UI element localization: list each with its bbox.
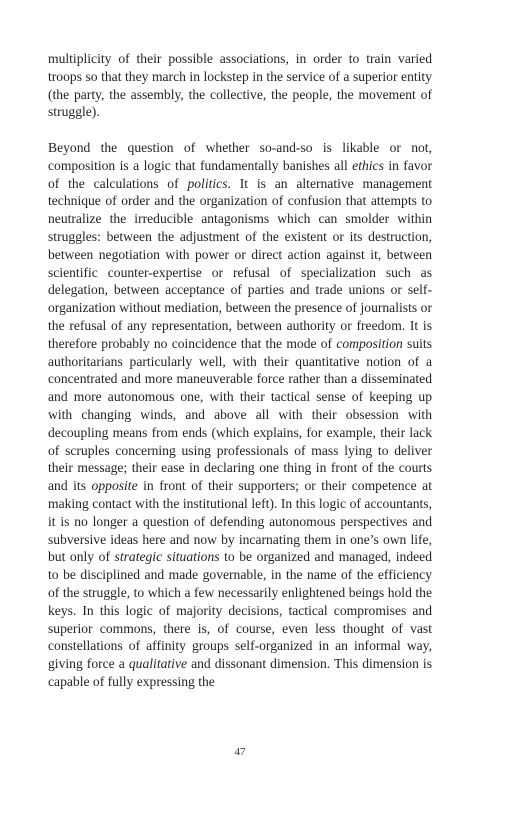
paragraph	[48, 50, 432, 121]
page-number: 47	[234, 746, 246, 758]
text-run: in front of their supporters; or their competence at making contact with the institutional left). In this logic of accountants, it is no longer a question of defending autonomous perspectives and subversive ideas here and now by incarnating them in one’s own life, but only of	[48, 478, 432, 565]
text-run: multiplicity of their possible associations, in order to train varied troops so that they march in lockstep in the service of a superior entity (the party, the assembly, the collective, the people, the movement of struggle).	[48, 51, 432, 120]
italic-text: qualitative	[128, 656, 188, 672]
italic-text: opposite	[91, 478, 138, 494]
italic-text: composition	[336, 335, 403, 351]
text-run: in favor of the calculations of	[48, 157, 432, 191]
text-run: . It is an alternative management technique of order and the organization of confusion that attempts to neutralize the irreducible antagonisms which can smolder within struggles: between the adjustment of the existent or its destruction, between negotiation with power or direct action against it, between scientific counter-expertise or refusal of specialization such as delegation, between acceptance of parties and trade unions or self-organization without mediation, between the presence of journalists or the refusal of any representation, between authority or freedom. It is therefore probably no coincidence that the mode of	[48, 175, 432, 351]
text-run: suits authoritarians particularly well, with their quantitative notion of a concentrated and more maneuverable force rather than a disseminated and more autonomous one, with their tactical sense of keeping up with changing winds, and above all with their obsession with decoupling means from ends (which explains, for example, their lack of scruples concerning using professionals of mass lying to deliver their message; their ease in declaring one thing in front of the courts and its	[48, 335, 432, 494]
text-run: and dissonant dimension. This dimension is capable of fully expressing the	[48, 656, 433, 689]
italic-text: ethics	[352, 157, 384, 173]
italic-text: politics	[187, 175, 228, 191]
paragraph	[48, 139, 432, 691]
text-run: Beyond the question of whether so-and-so is likable or not, composition is a logic that fundamentally banishes all	[48, 139, 432, 173]
text-run: to be organized and managed, indeed to be disciplined and made governable, in the name of the efficiency of the struggle, to which a few necessarily enlightened beings hold the keys. In this logic of majority decisions, tactical compromises and superior commons, there is, of course, even less thought of vast constellations of affinity groups self-organized in an informal way, giving force a	[48, 549, 432, 672]
italic-text: strategic situations	[114, 549, 220, 565]
body-text	[48, 50, 432, 691]
